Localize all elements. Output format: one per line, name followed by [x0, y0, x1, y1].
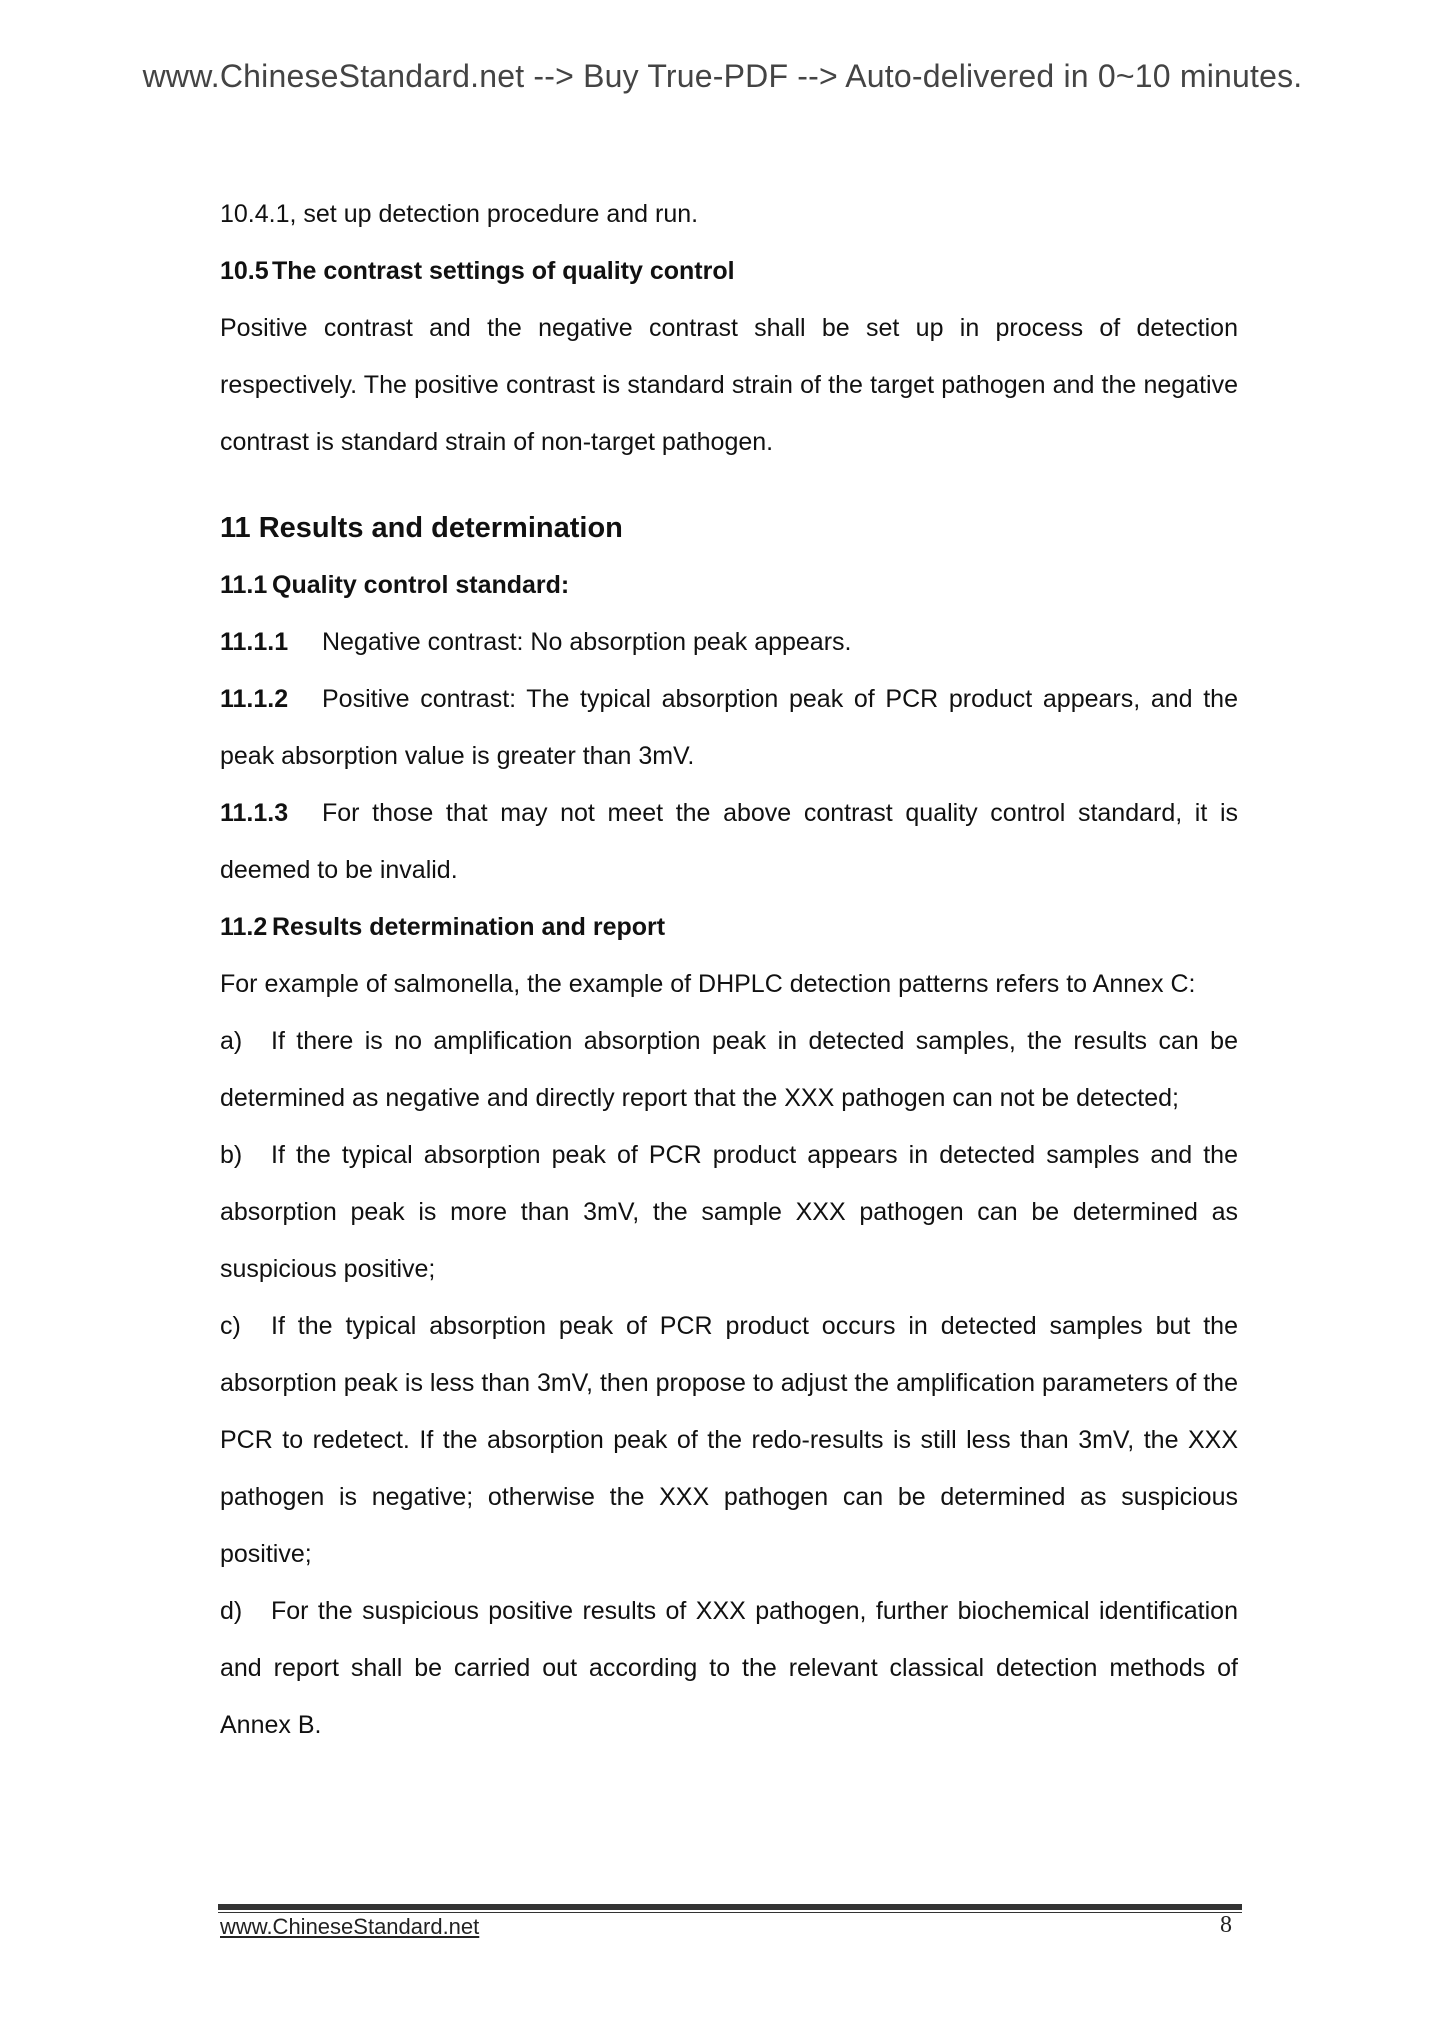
list-item-label: b) [220, 1141, 243, 1169]
list-item-label: a) [220, 1027, 243, 1055]
paragraph-11-2: For example of salmonella, the example of DHPLC detection patterns refers to Annex C: [220, 970, 1196, 998]
heading-number: 11.2 [220, 913, 268, 941]
list-item-label: c) [220, 1312, 241, 1340]
heading-11-2 [220, 899, 1238, 956]
heading-number: 11.1 [220, 571, 268, 599]
section-11-title: 11 Results and determination [220, 512, 623, 544]
intro-line: 10.4.1, set up detection procedure and run. [220, 200, 699, 228]
paragraph-10-5: Positive contrast and the negative contrast shall be set up in process of detection respectively. The positive contrast is standard strain of the target pathogen and the negative contrast is standard strain of non-target pathogen. [220, 314, 1238, 456]
list-item [220, 1298, 1238, 1583]
clause-text: Negative contrast: No absorption peak appears. [322, 628, 852, 656]
clause-11-1-3 [220, 785, 1238, 899]
heading-11-1 [220, 557, 1238, 614]
clause-11-1-2 [220, 671, 1238, 785]
list-item-text: If the typical absorption peak of PCR product appears in detected samples and the absorption peak is more than 3mV, the sample XXX pathogen can be determined as suspicious positive; [220, 1141, 1238, 1283]
footer-divider [218, 1904, 1242, 1913]
site-banner[interactable]: www.ChineseStandard.net --> Buy True-PDF --> Auto-delivered in 0~10 minutes. [142, 58, 1303, 94]
heading-title: Results determination and report [272, 913, 666, 941]
clause-text: Positive contrast: The typical absorption peak of PCR product appears, and the peak absorption value is greater than 3mV. [220, 685, 1238, 770]
list-item-label: d) [220, 1597, 243, 1625]
list-item [220, 1127, 1238, 1298]
clause-text: For those that may not meet the above contrast quality control standard, it is deemed to be invalid. [220, 799, 1238, 884]
clause-11-1-1 [220, 614, 1238, 671]
page-number: 8 [1220, 1912, 1232, 1938]
footer-site-link[interactable]: www.ChineseStandard.net [220, 1914, 480, 1939]
list-item-text: If the typical absorption peak of PCR product occurs in detected samples but the absorption peak is less than 3mV, then propose to adjust the amplification parameters of the PCR to redetect. If the absorption peak of the redo-results is still less than 3mV, the XXX pathogen is negative; otherwise the XXX pathogen can be determined as suspicious positive; [220, 1312, 1238, 1568]
list-item-text: For the suspicious positive results of XXX pathogen, further biochemical identification and report shall be carried out according to the relevant classical detection methods of Annex B. [220, 1597, 1238, 1739]
list-item-text: If there is no amplification absorption peak in detected samples, the results can be determined as negative and directly report that the XXX pathogen can not be detected; [220, 1027, 1238, 1112]
heading-number: 10.5 [220, 257, 269, 285]
list-item [220, 1013, 1238, 1127]
heading-title: The contrast settings of quality control [272, 257, 735, 285]
document-body [220, 186, 1238, 1754]
list-item [220, 1583, 1238, 1754]
heading-title: Quality control standard: [272, 571, 570, 599]
clause-number: 11.1.3 [220, 799, 289, 827]
clause-number: 11.1.2 [220, 685, 289, 713]
heading-10-5 [220, 243, 1238, 300]
clause-number: 11.1.1 [220, 628, 289, 656]
